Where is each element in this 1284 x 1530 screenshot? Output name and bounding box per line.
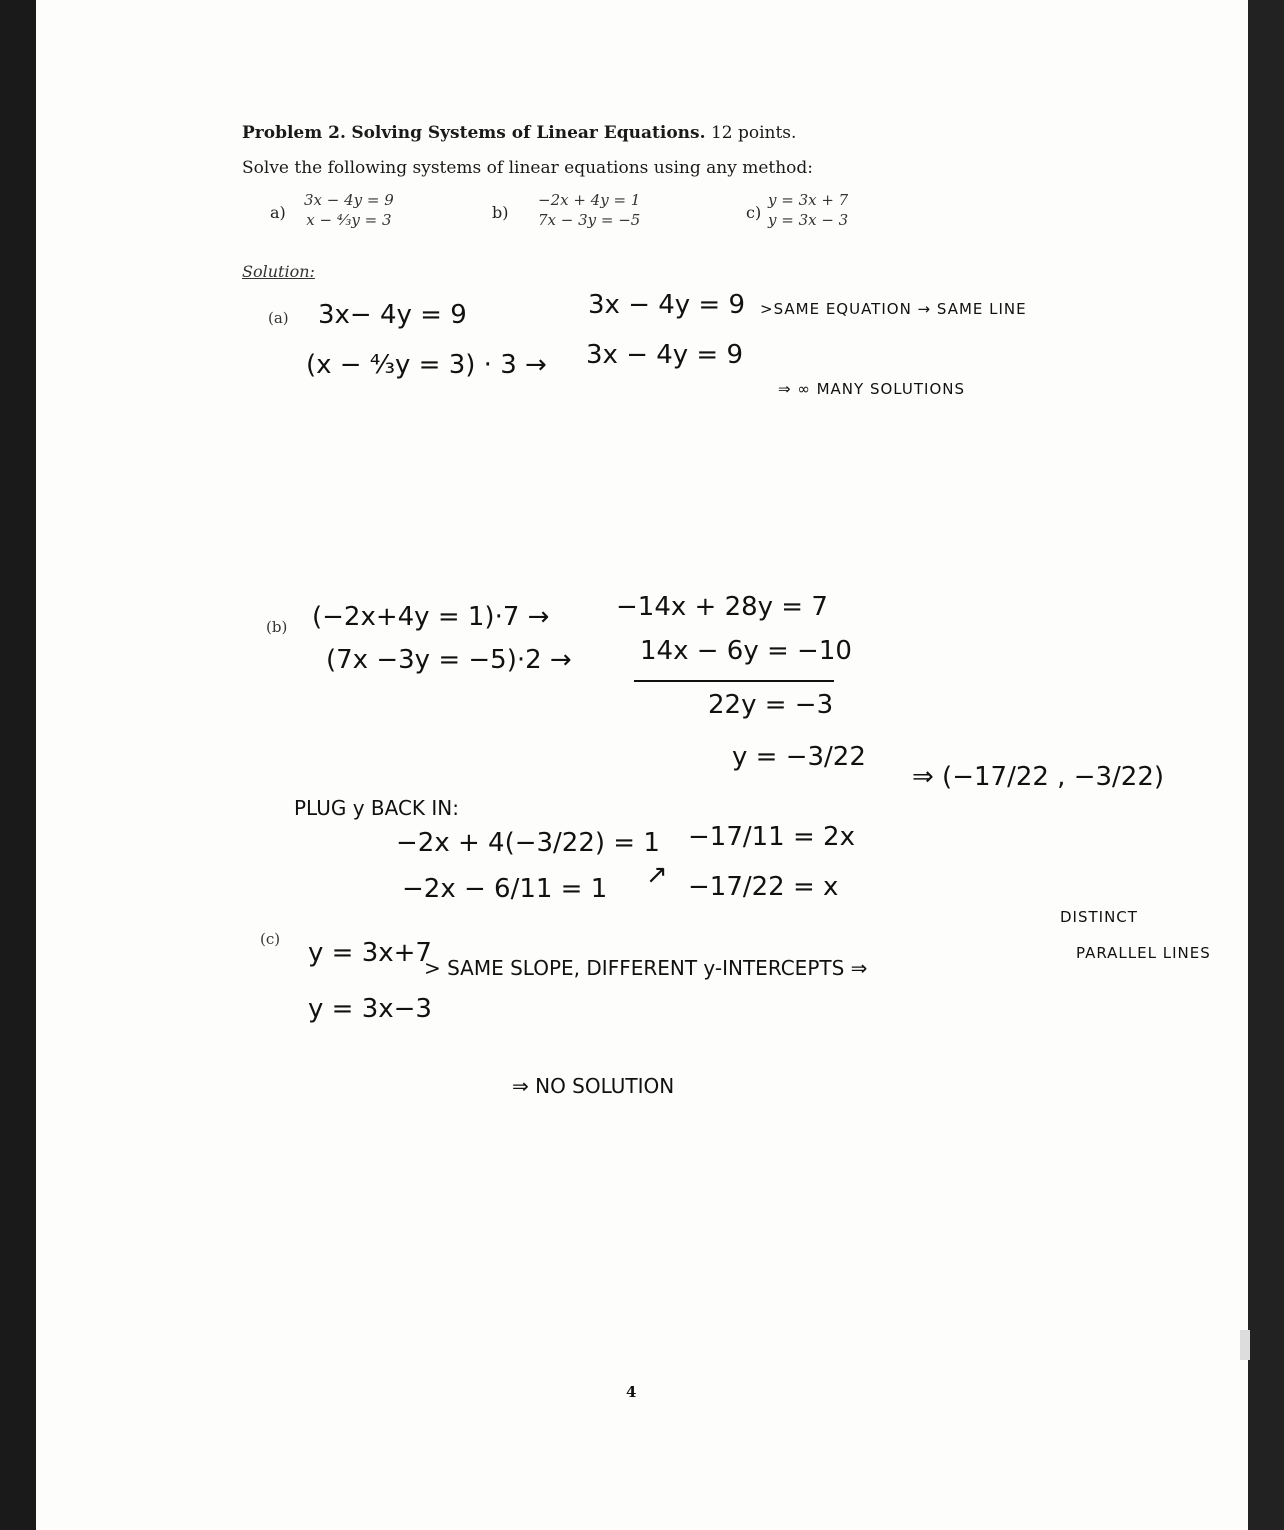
scan-right-edge — [1248, 0, 1284, 1530]
elimination-line — [634, 680, 834, 682]
part-b-result1: −14x + 28y = 7 — [616, 592, 828, 622]
system-b-label: b) — [492, 203, 509, 222]
system-c-eq1: y = 3x + 7 — [768, 191, 849, 209]
part-b-plug-label: PLUG y BACK IN: — [294, 796, 459, 820]
part-a-label: (a) — [268, 309, 289, 327]
part-c-line2: y = 3x−3 — [308, 994, 432, 1024]
part-b-x2: −17/22 = x — [688, 872, 839, 902]
system-a-eq1: 3x − 4y = 9 — [304, 191, 394, 209]
system-b-eq2: 7x − 3y = −5 — [538, 211, 641, 229]
part-c-line1: y = 3x+7 — [308, 938, 432, 968]
instructions: Solve the following systems of linear equations using any method: — [242, 158, 814, 178]
part-c-distinct: DISTINCT — [1060, 908, 1138, 926]
system-b — [538, 190, 640, 230]
part-b-line2: (7x −3y = −5)·2 → — [326, 645, 572, 675]
problem-title — [242, 123, 796, 143]
part-b-x1: −17/11 = 2x — [688, 822, 855, 852]
part-a-result1: 3x − 4y = 9 — [588, 290, 746, 320]
part-c-label: (c) — [260, 930, 281, 948]
part-a-note2: ⇒ ∞ MANY SOLUTIONS — [778, 380, 966, 398]
page-number: 4 — [626, 1383, 637, 1401]
part-b-result2: 14x − 6y = −10 — [640, 636, 852, 666]
part-c-conclusion: ⇒ NO SOLUTION — [512, 1074, 675, 1098]
part-a-line1: 3x− 4y = 9 — [318, 300, 467, 330]
part-b-sub2: −2x − 6/11 = 1 — [402, 874, 608, 904]
part-a-line2: (x − ⁴⁄₃y = 3) · 3 → — [306, 350, 547, 380]
document-page — [36, 0, 1248, 1530]
part-b-result4: y = −3/22 — [732, 742, 866, 772]
part-b-label: (b) — [266, 618, 288, 636]
part-c-note: > SAME SLOPE, DIFFERENT y-INTERCEPTS ⇒ — [424, 956, 868, 980]
system-c-label: c) — [746, 203, 762, 222]
part-b-sub1: −2x + 4(−3/22) = 1 — [396, 828, 660, 858]
part-c-parallel: PARALLEL LINES — [1076, 944, 1211, 962]
scan-edge-mark — [1240, 1330, 1250, 1360]
system-a — [304, 190, 394, 230]
problem-points: 12 points. — [710, 123, 797, 143]
part-b-result3: 22y = −3 — [708, 690, 834, 720]
part-a-result2: 3x − 4y = 9 — [586, 340, 744, 370]
system-a-eq2: x − ⁴⁄₃y = 3 — [306, 211, 392, 229]
part-a-note1: >SAME EQUATION → SAME LINE — [760, 300, 1027, 318]
part-b-arrow: ↗ — [646, 860, 668, 890]
system-b-eq1: −2x + 4y = 1 — [538, 191, 641, 209]
part-b-line1: (−2x+4y = 1)·7 → — [312, 602, 550, 632]
scan-left-edge — [0, 0, 36, 1530]
system-c — [768, 190, 848, 230]
solution-heading: Solution: — [242, 262, 315, 281]
part-b-answer: ⇒ (−17/22 , −3/22) — [912, 762, 1165, 792]
problem-heading: Solving Systems of Linear Equations. — [351, 123, 706, 143]
system-c-eq2: y = 3x − 3 — [768, 211, 849, 229]
problem-label: Problem 2. — [242, 123, 346, 143]
system-a-label: a) — [270, 203, 286, 222]
